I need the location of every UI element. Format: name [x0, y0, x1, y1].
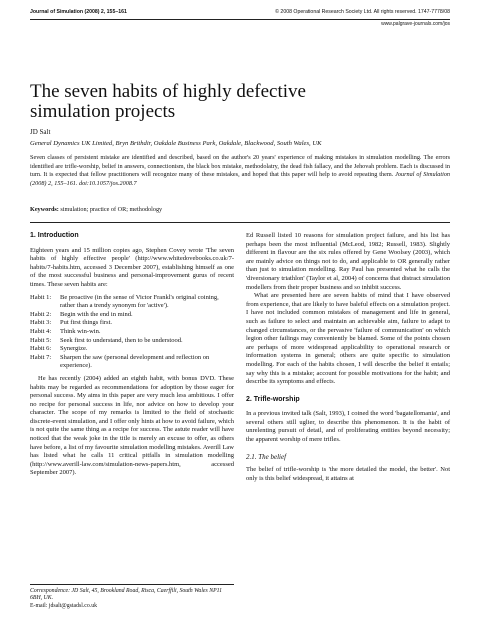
correspondence-note: [30, 584, 234, 610]
habit-text: Think win-win.: [60, 327, 101, 335]
keywords-label: Keywords:: [30, 206, 59, 213]
habit-label: Habit 2:: [30, 310, 52, 318]
author-affiliation: General Dynamics UK Limited, Bryn Brithdir, Oakdale Business Park, Oakdale, Blackwood, South Wales, UK: [30, 140, 322, 147]
habit-label: Habit 7:: [30, 353, 52, 361]
habit-text: Begin with the end in mind.: [60, 310, 133, 318]
left-column: [30, 232, 234, 478]
habit-label: Habit 1:: [30, 293, 52, 301]
intro-paragraph-1: Eighteen years and 15 million copies ago, Stephen Covey wrote 'The seven habits of highly effective people' (http://www.whitedovebooks.co.uk/7-habits/7-habits.htm, accessed 3 December 2007), establishing himself as one of the most successful business and personal-improvement gurus of recent times. These seven habits are:: [30, 246, 234, 288]
habit-item: [30, 294, 234, 311]
trifle-worship-paragraph: In a previous invited talk (Salt, 1993), I coined the word 'bagatellomania', and several others still uglier, to describe this phenomenon. It is the habit of unrelenting pursuit of detail, and of proliferating entities beyond necessity; the apparent worship of mere trifles.: [246, 410, 450, 444]
habit-text: Be proactive (in the sense of Victor Frankl's original coining, rather than a trendy synonym for 'active').: [60, 293, 219, 310]
correspondence-address: Correspondence: JD Salt, 45, Brookland Road, Risca, Caerffili, South Wales NP11 6BH, UK.: [30, 588, 222, 602]
habit-text: Put first things first.: [60, 319, 113, 327]
habit-item: [30, 345, 234, 354]
habit-item: [30, 328, 234, 337]
habit-label: Habit 5:: [30, 336, 52, 344]
keywords-list: simulation; practice of OR; methodology: [60, 206, 163, 213]
intro-paragraph-4: What are presented here are seven habits of mind that I have observed from experience, that are likely to have baleful effects on a simulation project. I have not included common mistakes of management and life in general, such as failure to select and maintain an achievable aim, failure to adapt to changed circumstances, or the pervasive 'failure of communication' on which legion other failings may conveniently be blamed. Some of the points chosen are perhaps of more widespread applicability to operational research or information systems in general; others are quite specific to simulation modelling. For each of the habits chosen, I will describe the belief it entails; say why this is a mistake; account for possible motivations for the habit; and describe its symptoms and effects.: [246, 292, 450, 386]
habit-item: [30, 337, 234, 346]
habit-item: [30, 319, 234, 328]
habit-text: Synergize.: [60, 345, 88, 353]
section-heading-trifle-worship: 2. Trifle-worship: [246, 395, 300, 403]
header-rule: [30, 19, 450, 20]
abstract-rule: [30, 222, 450, 223]
belief-paragraph: The belief of trifle-worship is 'the more detailed the model, the better'. Not only is this belief widespread, it attains at: [246, 466, 450, 482]
abstract: [30, 154, 450, 188]
intro-paragraph-3: Ed Russell listed 10 reasons for simulation project failure, and his list has perhaps been the most influential (McLeod, 1982; Russell, 1983). Slightly different in flavour are the six rules offered by Gene Woolsey (2003), which are mainly advice on things not to do, and applicable to OR generally rather than just to simulation modelling. Ray Paul has presented what he calls the 'diversionary triathlon' (Taylor et al, 2004) of concerns that distract simulation modellers from their proper business and so inhibit success.: [246, 232, 450, 291]
abstract-text: Seven classes of persistent mistake are identified and described, based on the author's 20 years' experience of making mistakes in simulation modelling. The errors identified are trifle-worship, belief in answers, connectionism, the black box mistake, methodolatry, the dead fish fallacy, and the Jehovah problem. Each is discussed in turn. It is expected that fellow practitioners will recognize many of these mistakes, and hoped that this paper will help to avoid repeating them.: [30, 154, 450, 179]
section-heading-introduction: 1. Introduction: [30, 232, 79, 239]
habit-label: Habit 6:: [30, 345, 52, 353]
article-title: The seven habits of highly defective simulation projects: [30, 81, 306, 122]
habit-item: [30, 311, 234, 320]
habit-text: Seek first to understand, then to be understood.: [60, 336, 183, 344]
habit-label: Habit 3:: [30, 319, 52, 327]
journal-url[interactable]: www.palgrave-journals.com/jos: [381, 21, 450, 27]
intro-paragraph-2: He has recently (2004) added an eighth habit, with bonus DVD. These habits may be regarded as recommendations for adoption by those eager for personal success. My aims in this paper are very much less ambitious. I offer no recipe for personal success in life, nor advice on how to develop your character. The scope of my remarks is limited to the field of stochastic discrete-event simulation, and I offer only hints at how to avoid failure, which is not quite the same thing as a recipe for success. The astute reader will have noticed that the weak joke in the title is merely an excuse to offer, as others have before, a list of my favourite simulation modelling mistakes. Averill Law has listed what he calls 11 critical pitfalls in simulation modelling (http://www.averill-law.com/simulation-news-papers.htm, accessed September 2007).: [30, 374, 234, 477]
habit-item: [30, 354, 234, 371]
correspondence-email: E-mail: jdsalt@gstadsl.co.uk: [30, 602, 98, 609]
copyright-notice: © 2008 Operational Research Society Ltd. All rights reserved. 1747-7778/08: [275, 9, 450, 15]
author-name: JD Salt: [30, 128, 51, 136]
habits-list: [30, 294, 234, 371]
abstract-citation: Journal of Simulation (2008) 2, 155–161. doi:10.1057/jos.2008.7: [30, 171, 451, 187]
subsection-heading-belief: 2.1. The belief: [246, 452, 287, 461]
habit-label: Habit 4:: [30, 327, 52, 335]
habit-text: Sharpen the saw (personal development and reflection on experience).: [60, 353, 210, 370]
journal-name: Journal of Simulation (2008) 2, 155–161: [30, 9, 127, 15]
keywords-line: [30, 206, 162, 213]
running-head: [30, 7, 450, 17]
right-column: [246, 232, 450, 483]
